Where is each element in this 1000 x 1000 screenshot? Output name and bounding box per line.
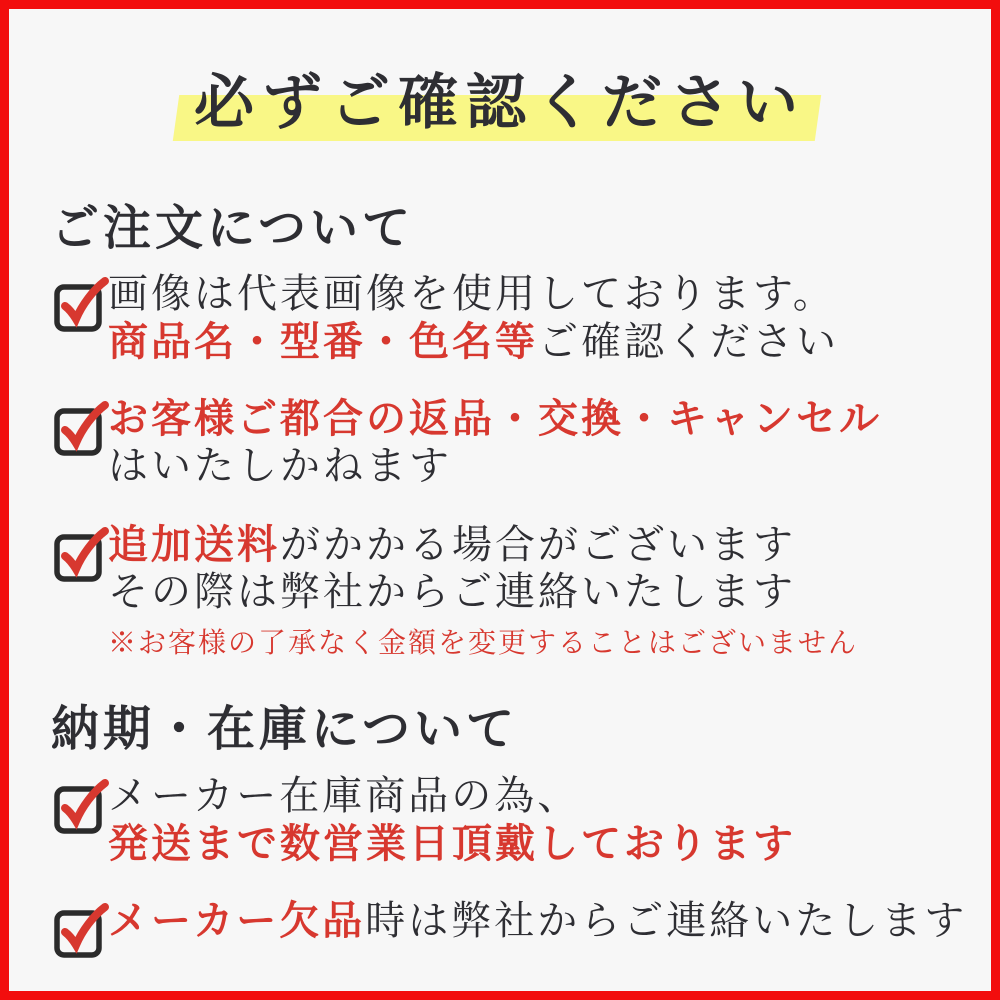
item-text — [108, 395, 882, 490]
checked-checkbox-icon — [53, 523, 107, 583]
title-row — [9, 55, 991, 141]
section-heading-stock: 納期・在庫について — [51, 701, 519, 757]
text-segment: メーカー在庫商品の為、 — [108, 773, 581, 819]
checked-checkbox-icon — [53, 397, 107, 457]
list-item — [53, 897, 967, 959]
text-segment: はいたしかねます — [108, 443, 452, 490]
section-heading-orders: ご注文について — [51, 200, 415, 256]
emphasis-text: 商品名・型番・色名等 — [108, 318, 538, 366]
item-line — [108, 773, 796, 820]
emphasis-text: 追加送料 — [108, 521, 280, 568]
item-line — [108, 318, 839, 366]
page-title-text: 必ずご確認ください — [194, 68, 806, 138]
text-segment: 画像は代表画像を使用しております。 — [108, 271, 836, 317]
checked-checkbox-icon — [53, 899, 107, 959]
list-item — [53, 395, 882, 490]
page-title — [186, 55, 814, 141]
item-line — [108, 569, 858, 616]
item-line — [108, 395, 882, 443]
list-item — [53, 271, 839, 366]
item-line — [108, 443, 882, 490]
emphasis-text: メーカー欠品 — [108, 897, 366, 944]
emphasis-text: お客様ご都合の返品・交換・キャンセル — [108, 395, 882, 442]
fine-print-note: ※お客様の了承なく金額を変更することはございません — [108, 626, 859, 660]
item-line — [108, 271, 839, 318]
item-text — [108, 521, 858, 659]
text-segment: がかかる場合がございます — [280, 522, 796, 568]
item-text — [108, 897, 967, 945]
item-text — [108, 271, 839, 366]
text-segment: その際は弊社からご連絡いたします — [108, 569, 796, 616]
text-segment: ご確認ください — [538, 319, 839, 366]
checked-checkbox-icon — [53, 775, 107, 835]
checked-checkbox-icon — [53, 273, 107, 333]
item-text — [108, 773, 796, 868]
item-line — [108, 521, 858, 569]
item-line — [108, 820, 796, 868]
item-line — [108, 897, 967, 945]
list-item — [53, 521, 858, 659]
emphasis-text: 発送まで数営業日頂戴しております — [108, 820, 796, 868]
text-segment: 時は弊社からご連絡いたします — [365, 898, 968, 944]
list-item — [53, 773, 796, 868]
